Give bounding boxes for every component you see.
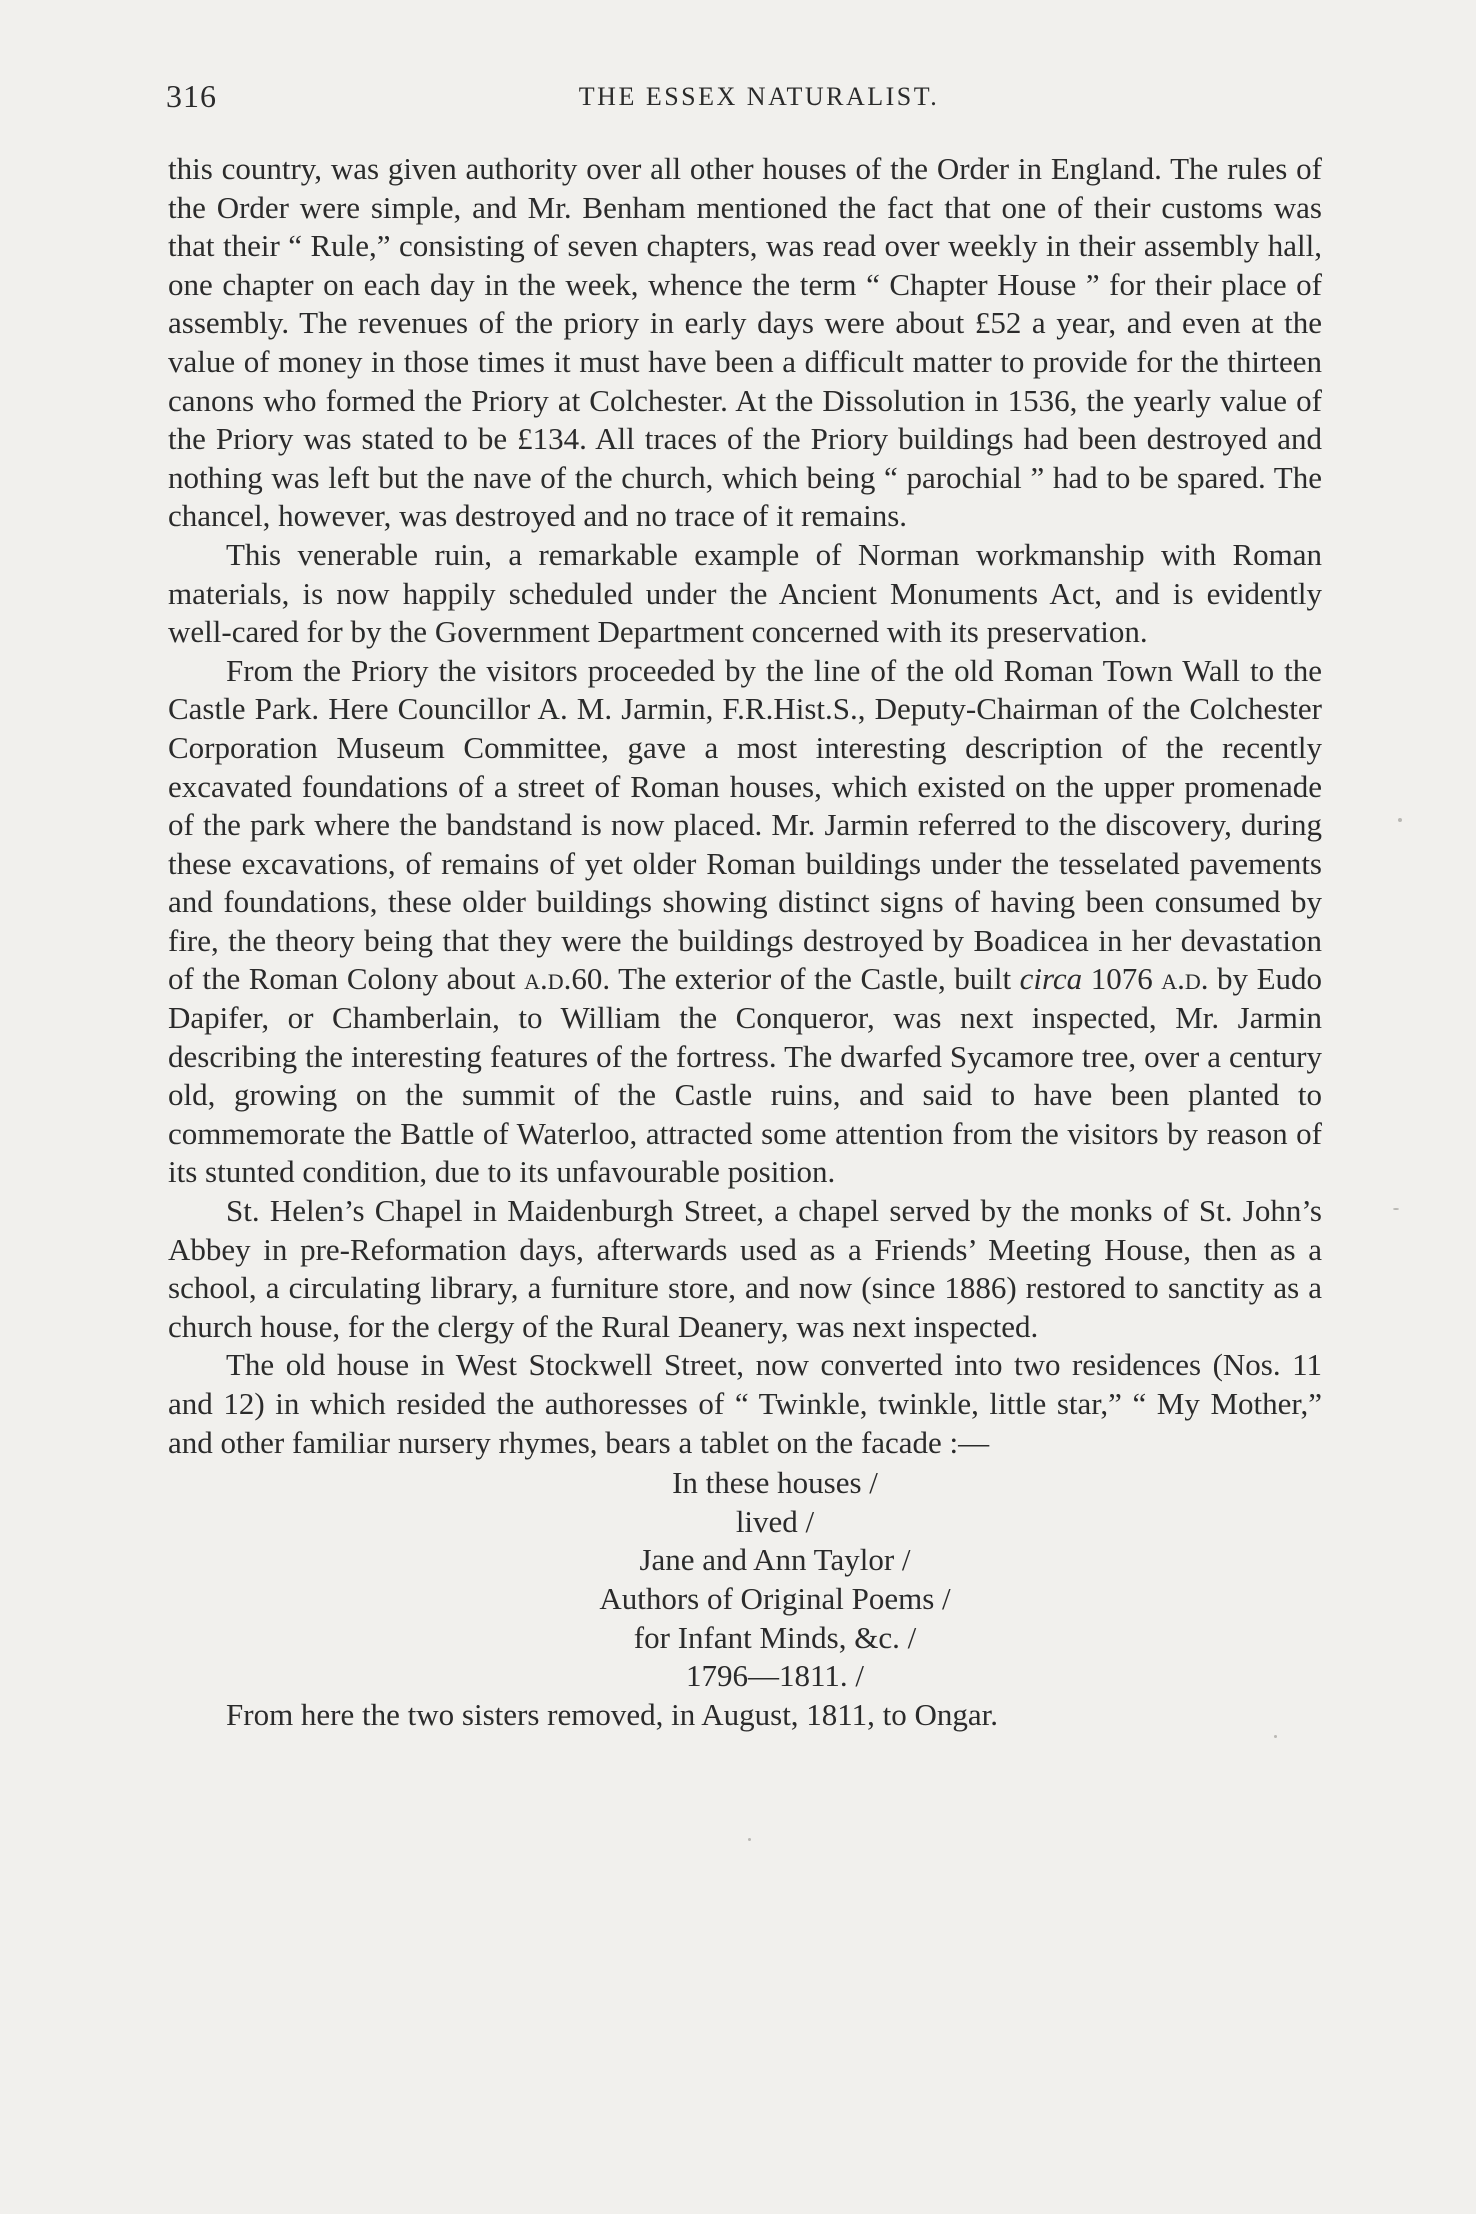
body-text: [168, 150, 1322, 1734]
paragraph-priory-rules: this country, was given authority over all other houses of the Order in England. The rules of the Order were simple, and Mr. Benham mentioned the fact that one of their customs was that their “ Rule,” consisting of seven chapters, was read over weekly in their assembly hall, one chapter on each day in the week, whence the term “ Chapter House ” for their place of assembly. The revenues of the priory in early days were about £52 a year, and even at the value of money in those times it must have been a difficult matter to provide for the thirteen canons who formed the Priory at Colchester. At the Dissolution in 1536, the yearly value of the Priory was stated to be £134. All traces of the Priory buildings had been destroyed and nothing was left but the nave of the church, which being “ parochial ” had to be spared. The chancel, however, was destroyed and no trace of it remains.: [168, 151, 1322, 534]
castle-park-text-3: 1076: [1082, 961, 1162, 997]
inscription-line: for Infant Minds, &c. /: [633, 1619, 917, 1655]
page-number: 316: [166, 78, 217, 114]
inscription-line: 1796—1811. /: [686, 1658, 864, 1694]
circa-label: circa: [1019, 961, 1083, 997]
paper-speck: [1274, 1735, 1277, 1738]
paper-speck: [748, 1838, 751, 1841]
castle-park-text-2: 60. The exterior of the Castle, built: [571, 961, 1020, 997]
inscription-line: Jane and Ann Taylor /: [639, 1542, 911, 1578]
inscription-line: In these houses /: [672, 1465, 878, 1501]
paragraph-castle-park: [168, 652, 1322, 1192]
inscription-line: lived /: [735, 1503, 815, 1539]
anno-domini-label: a.d.: [524, 961, 572, 997]
paragraph-st-helens-chapel: St. Helen’s Chapel in Maidenburgh Street, a chapel served by the monks of St. John’s Abbey in pre-Reformation days, afterwards used as a Friends’ Meeting House, then as a school, a circulating library, a furniture store, and now (since 1886) restored to sanctity as a church house, for the clergy of the Rural Deanery, was next inspected.: [168, 1193, 1322, 1344]
tablet-inscription: [168, 1464, 1322, 1696]
paper-speck: [1393, 1208, 1399, 1210]
running-title: THE ESSEX NATURALIST.: [578, 82, 940, 111]
paper-speck: [1398, 818, 1402, 822]
page-header: [166, 78, 1322, 122]
paragraph-venerable-ruin: This venerable ruin, a remarkable example of Norman workmanship with Roman materials, is now happily scheduled under the Ancient Monuments Act, and is evidently well-cared for by the Government Department concerned with its preservation.: [168, 536, 1322, 650]
castle-park-text-4: by Eudo Dapifer, or Chamberlain, to William the Conqueror, was next inspected, Mr. Jarmin describing the interesting features of the fortress. The dwarfed Sycamore tree, over a century old, growing on the summit of the Castle ruins, and said to have been planted to commemorate the Battle of Waterloo, attracted some attention from the visitors by reason of its stunted condition, due to its unfavourable position.: [168, 961, 1322, 1190]
anno-domini-label: a.d.: [1161, 961, 1209, 997]
inscription-line: Authors of Original Poems /: [599, 1580, 951, 1616]
paragraph-west-stockwell-street: The old house in West Stockwell Street, now converted into two residences (Nos. 11 and 12) in which resided the authoresses of “ Twinkle, twinkle, little star,” “ My Mother,” and other familiar nursery rhymes, bears a tablet on the facade :—: [168, 1347, 1322, 1460]
closing-line: From here the two sisters removed, in August, 1811, to Ongar.: [226, 1696, 999, 1732]
castle-park-text-1: From the Priory the visitors proceeded by the line of the old Roman Town Wall to the Castle Park. Here Councillor A. M. Jarmin, F.R.Hist.S., Deputy-Chairman of the Colchester Corporation Museum Committee, gave a most interesting description of the recently excavated foundations of a street of Roman houses, which existed on the upper promenade of the park where the bandstand is now placed. Mr. Jarmin referred to the discovery, during these excavations, of remains of yet older Roman buildings under the tesselated pavements and foundations, these older buildings showing distinct signs of having been consumed by fire, the theory being that they were the buildings destroyed by Boadicea in her devastation of the Roman Colony about: [168, 652, 1322, 997]
